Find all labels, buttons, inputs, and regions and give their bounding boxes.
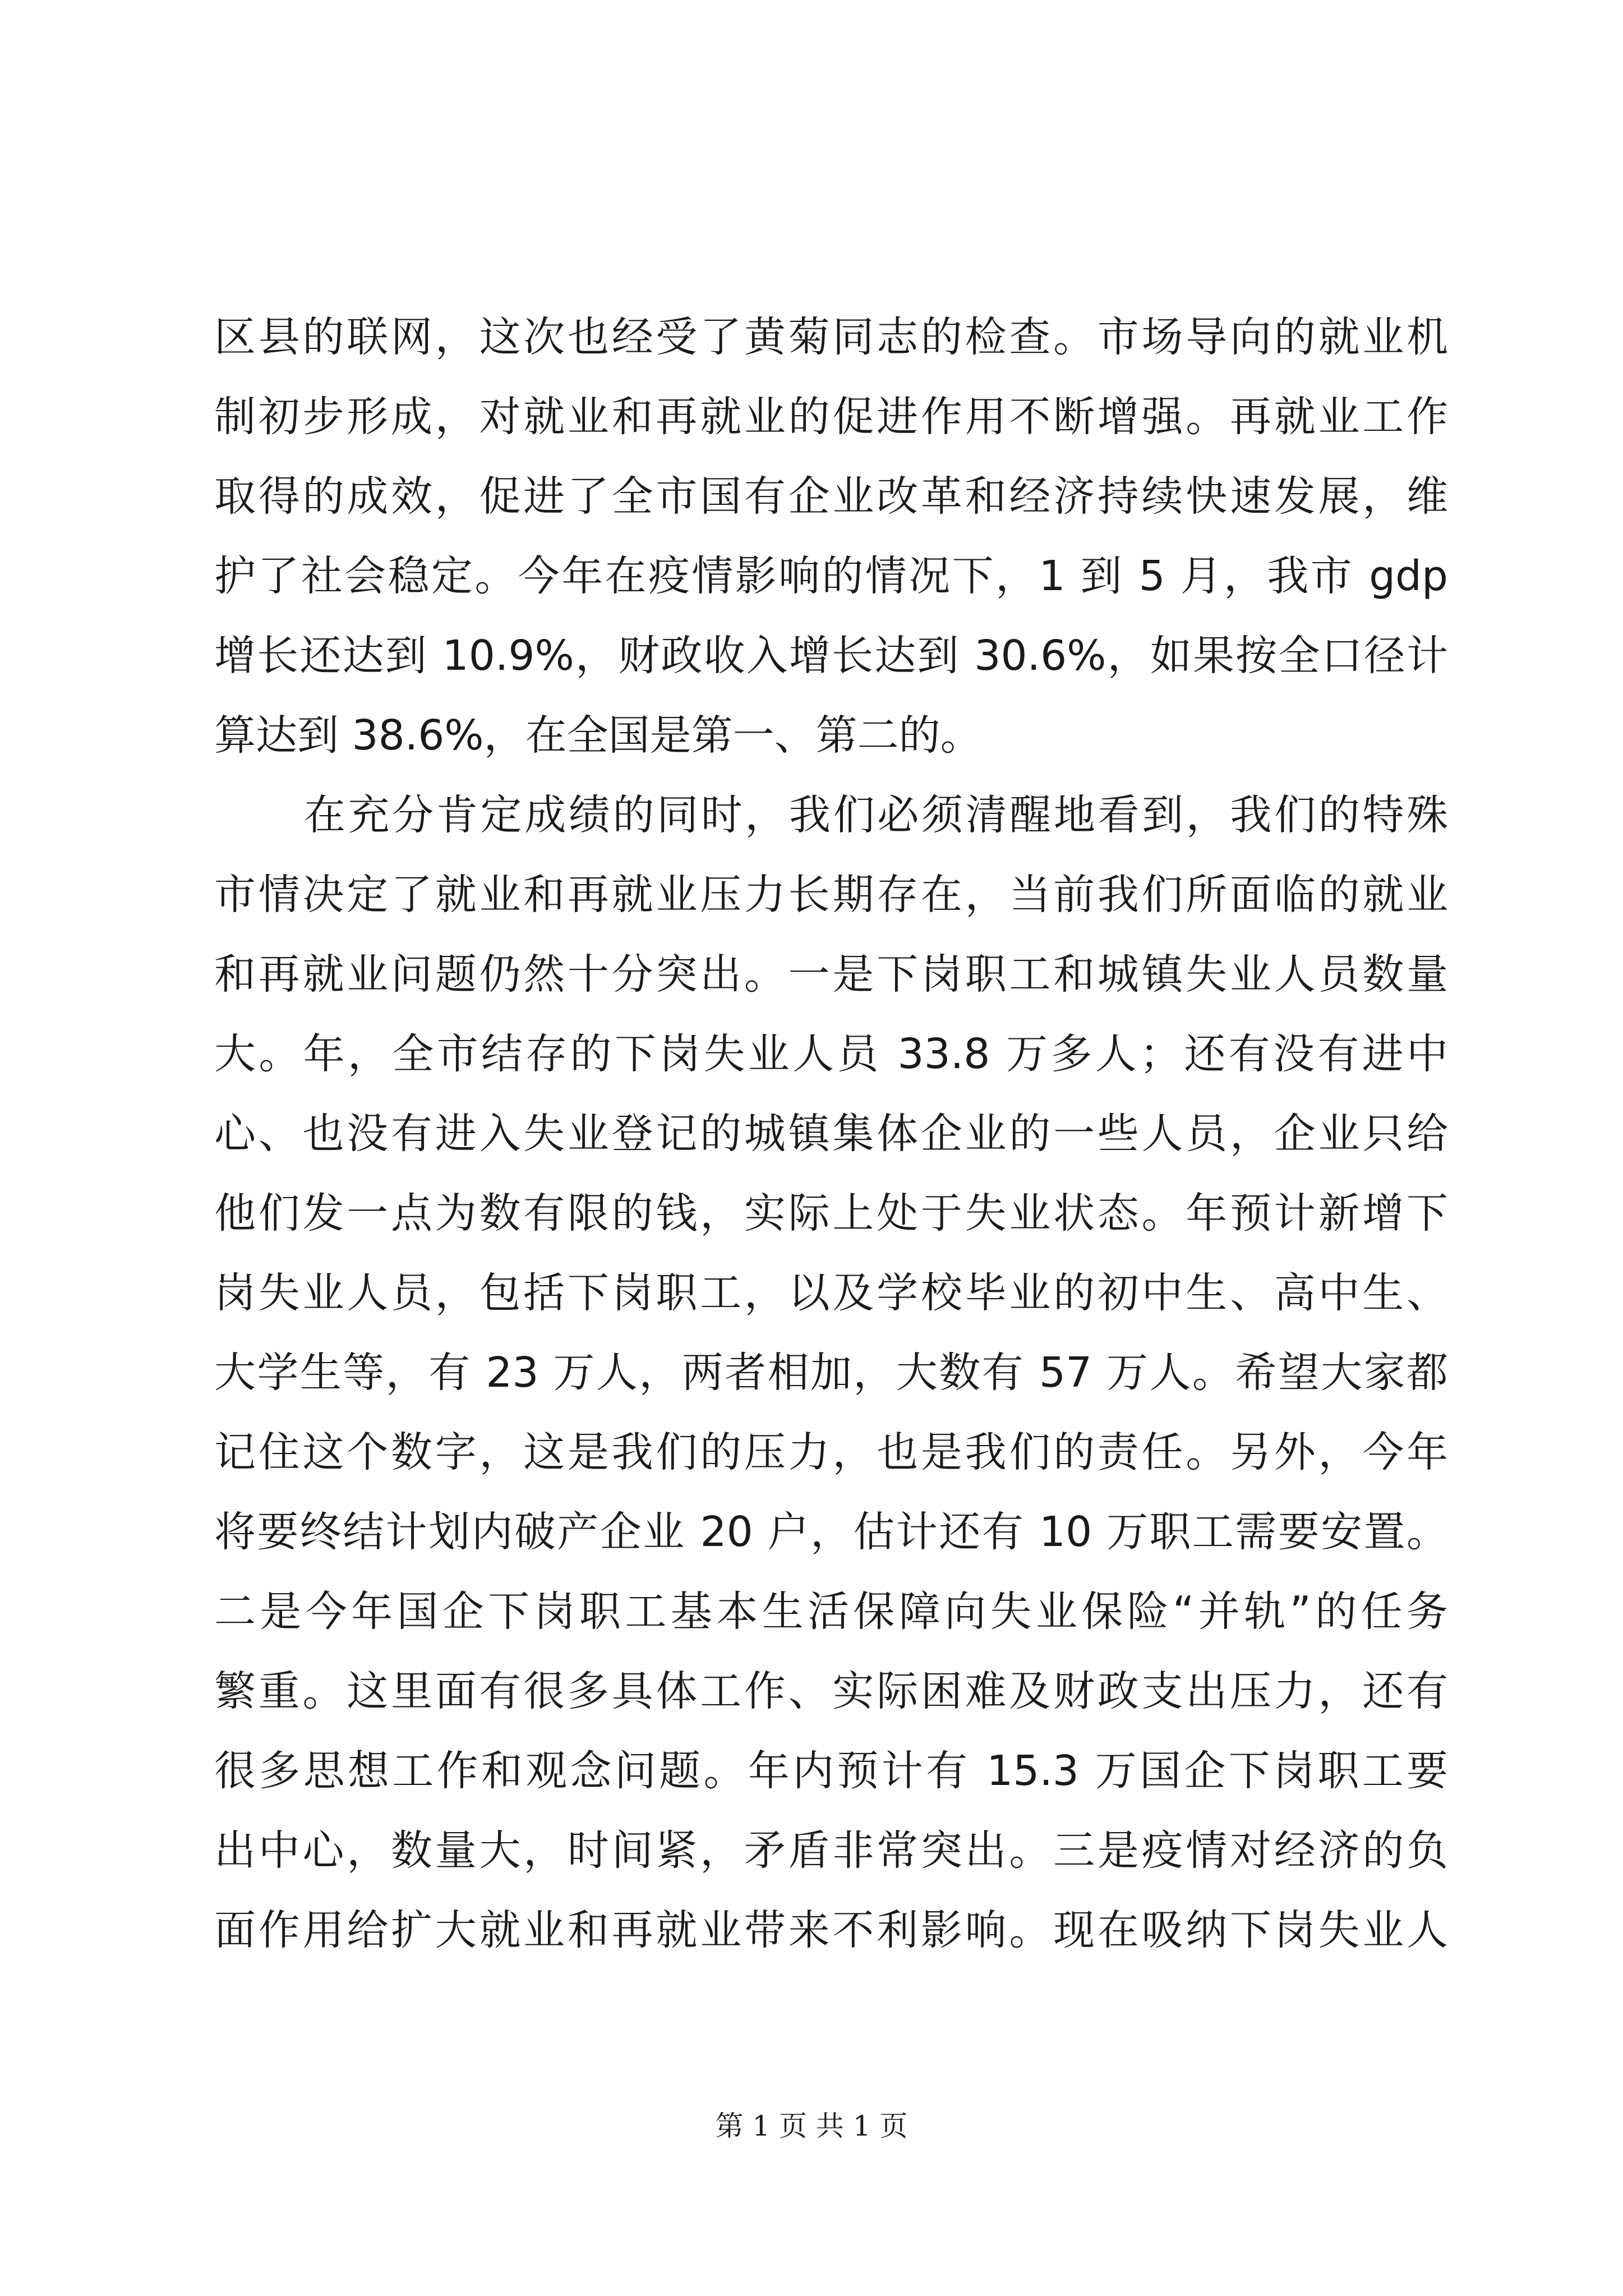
text-line: 取得的成效，促进了全市国有企业改革和经济持续快速发展，维 — [214, 472, 1448, 521]
text-line: 算达到 38.6%，在全国是第一、第二的。 — [214, 711, 982, 760]
text-line: 二是今年国企下岗职工基本生活保障向失业保险“并轨”的任务 — [214, 1588, 1448, 1636]
text-line: 岗失业人员，包括下岗职工，以及学校毕业的初中生、高中生、 — [214, 1269, 1448, 1317]
text-line: 护了社会稳定。今年在疫情影响的情况下，1 到 5 月，我市 gdp — [214, 552, 1448, 600]
paragraph-first-line: 在充分肯定成绩的同时，我们必须清醒地看到，我们的特殊 — [304, 791, 1448, 839]
text-line: 很多思想工作和观念问题。年内预计有 15.3 万国企下岗职工要 — [214, 1747, 1448, 1795]
text-line: 面作用给扩大就业和再就业带来不利影响。现在吸纳下岗失业人 — [214, 1906, 1448, 1954]
text-line: 制初步形成，对就业和再就业的促进作用不断增强。再就业工作 — [214, 393, 1448, 441]
text-line: 增长还达到 10.9%，财政收入增长达到 30.6%，如果按全口径计 — [214, 632, 1448, 680]
text-line: 繁重。这里面有很多具体工作、实际困难及财政支出压力，还有 — [214, 1667, 1448, 1715]
text-line: 和再就业问题仍然十分突出。一是下岗职工和城镇失业人员数量 — [214, 950, 1448, 999]
body-text — [214, 297, 1448, 1970]
text-line: 区县的联网，这次也经受了黄菊同志的检查。市场导向的就业机 — [214, 313, 1448, 361]
text-line: 将要终结计划内破产企业 20 户，估计还有 10 万职工需要安置。 — [214, 1508, 1448, 1556]
text-line: 大。年，全市结存的下岗失业人员 33.8 万多人；还有没有进中 — [214, 1030, 1448, 1078]
text-line: 出中心，数量大，时间紧，矛盾非常突出。三是疫情对经济的负 — [214, 1826, 1448, 1875]
text-line: 大学生等，有 23 万人，两者相加，大数有 57 万人。希望大家都 — [214, 1349, 1448, 1397]
text-line: 心、也没有进入失业登记的城镇集体企业的一些人员，企业只给 — [214, 1110, 1448, 1158]
text-line: 记住这个数字，这是我们的压力，也是我们的责任。另外，今年 — [214, 1428, 1448, 1476]
text-line: 他们发一点为数有限的钱，实际上处于失业状态。年预计新增下 — [214, 1189, 1448, 1237]
text-line: 市情决定了就业和再就业压力长期存在，当前我们所面临的就业 — [214, 871, 1448, 919]
page-footer: 第 1 页 共 1 页 — [715, 2110, 908, 2142]
